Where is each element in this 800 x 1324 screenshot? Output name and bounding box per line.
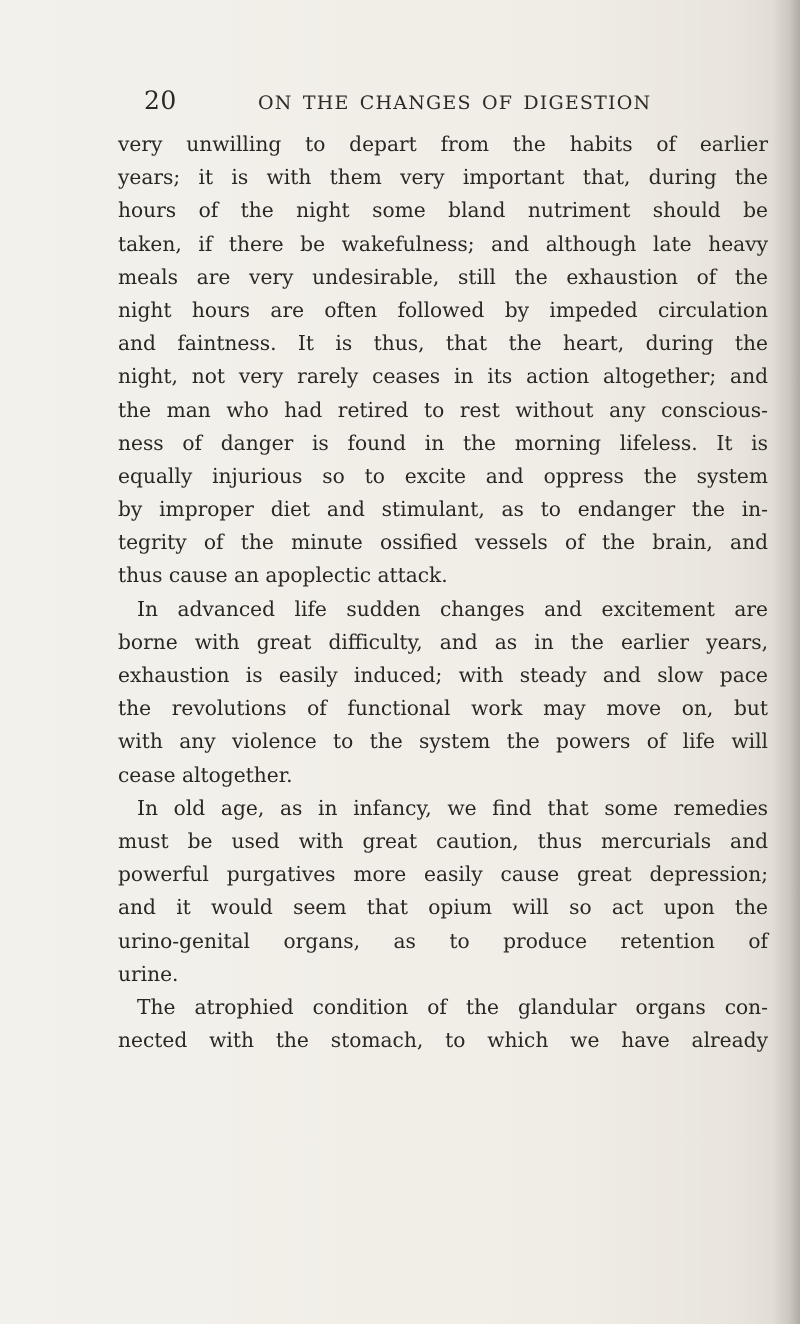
text-line: The atrophied condition of the glandular organs con- [137,994,768,1019]
text-line: by improper diet and stimulant, as to endanger the in- [118,497,768,522]
text-line: nected with the stomach, to which we have already [118,1028,768,1053]
text-line: In old age, as in infancy, we find that some remedies [137,795,768,820]
text-line: exhaustion is easily induced; with steady and slow pace [118,663,768,687]
running-head: ON THE CHANGES OF DIGESTION [258,92,652,114]
text-line: thus cause an apoplectic attack. [118,563,448,588]
body-text [118,128,768,1057]
text-line: must be used with great caution, thus mercurials and [118,828,768,853]
text-line: night hours are often followed by impeded circulation [118,297,768,322]
text-line: ness of danger is found in the morning lifeless. It is [118,430,768,455]
text-line: the man who had retired to rest without any conscious- [118,397,768,422]
text-line: and it would seem that opium will so act upon the [118,895,768,920]
text-line: In advanced life sudden changes and excitement are [137,596,768,621]
text-line: borne with great difficulty, and as in the earlier years, [118,629,768,654]
text-line: and faintness. It is thus, that the heart, during the [118,331,768,356]
text-line: taken, if there be wakefulness; and although late heavy [118,231,768,256]
text-line: very unwilling to depart from the habits of earlier [118,132,768,156]
text-line: the revolutions of functional work may move on, but [118,696,768,721]
text-line: meals are very undesirable, still the exhaustion of the [118,264,768,289]
page-edge-shadow [772,0,800,1324]
page-header [0,86,800,126]
text-line: equally injurious so to excite and oppress the system [118,463,768,488]
text-line: night, not very rarely ceases in its action altogether; and [118,364,768,389]
text-line: with any violence to the system the powers of life will [118,729,768,754]
text-line: hours of the night some bland nutriment should be [118,198,768,223]
text-line: tegrity of the minute ossified vessels of the brain, and [118,530,768,555]
text-line: cease altogether. [118,762,293,787]
text-line: powerful purgatives more easily cause great depression; [118,862,768,887]
text-line: years; it is with them very important that, during the [118,165,768,190]
text-line: urino-genital organs, as to produce retention of [118,928,768,953]
text-line: urine. [118,961,179,986]
page-number: 20 [144,86,177,115]
